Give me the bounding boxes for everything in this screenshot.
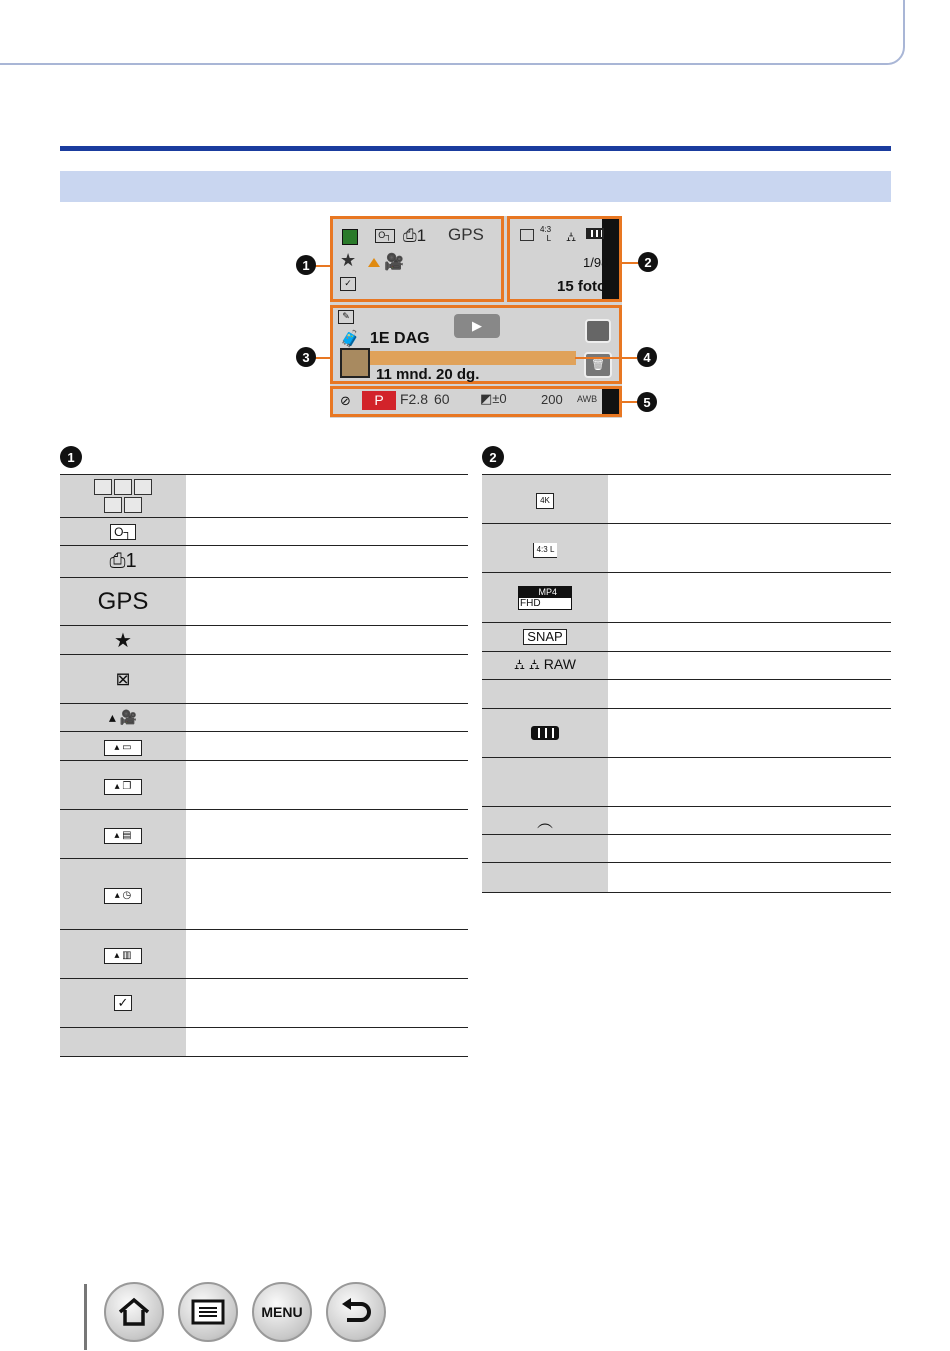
callout-1: 1	[296, 255, 316, 275]
section-2-number: 2	[482, 446, 504, 468]
contents-button[interactable]	[178, 1282, 238, 1342]
wb-value: AWB	[577, 394, 598, 404]
photos-label: 15 foto	[557, 278, 607, 295]
interval-group-icon: ▴ ▤	[104, 828, 142, 844]
icon-table-1	[60, 474, 468, 1057]
section-band	[60, 171, 891, 202]
callout-2: 2	[638, 252, 658, 272]
gps-indicator: GPS	[448, 225, 484, 244]
back-button[interactable]	[326, 1282, 386, 1342]
delete-button[interactable]: 🗑	[584, 352, 612, 378]
video-group-icon: ▴ 🎥	[108, 708, 138, 725]
protect-icon-table: O┐	[110, 524, 136, 540]
gps-icon: GPS	[97, 587, 149, 615]
aspect-size-icon: 4:3 L	[533, 543, 558, 558]
nav-divider	[84, 1284, 87, 1350]
flash-off-icon: ⊘	[340, 393, 351, 408]
playback-mode-icons	[60, 475, 186, 518]
blank-icon-cell	[482, 835, 608, 863]
home-button[interactable]	[104, 1282, 164, 1342]
quality-icon: ⛼	[566, 229, 577, 244]
text-stamp-icon: ✓	[114, 995, 133, 1011]
playback-icon	[342, 229, 358, 245]
header-frame	[0, 0, 905, 65]
fhd-label: FHD	[520, 597, 541, 609]
screen-edge-bar-bottom	[602, 389, 619, 414]
exposure-amount: ±0	[492, 391, 507, 406]
thumbnail-button[interactable]	[585, 319, 611, 343]
raw-label: RAW	[543, 656, 576, 672]
battery-icon	[531, 726, 559, 740]
video-camera-icon: 🎥	[384, 254, 404, 271]
mp4-label: MP4	[519, 587, 571, 598]
timer-group-icon: ▴ ◷	[104, 888, 142, 904]
aspect-icon: 4:3 L	[540, 225, 552, 243]
print-count-text: 1	[125, 550, 137, 572]
aperture-value: F2.8	[400, 391, 429, 407]
list-icon	[191, 1299, 225, 1325]
lead-line-5	[622, 401, 638, 403]
group-arrow-icon	[368, 258, 380, 267]
print-count: 1	[416, 226, 427, 245]
mode-badge: P	[362, 391, 396, 410]
iso-value: 200	[541, 392, 563, 407]
exposure-value: ◩±0	[480, 391, 507, 406]
back-icon	[339, 1298, 373, 1326]
checkbox-icon: ✓	[340, 277, 356, 291]
age-label: 11 mnd. 20 dg.	[376, 366, 480, 383]
menu-button[interactable]: MENU	[252, 1282, 312, 1342]
title-rule	[60, 146, 891, 151]
photo-style-icon	[520, 229, 534, 241]
blank-icon-cell	[60, 1028, 186, 1057]
callout-4: 4	[637, 347, 657, 367]
star-icon: ★	[340, 250, 357, 270]
upload-icon	[340, 348, 370, 378]
wifi-icon: ︵	[536, 814, 553, 831]
star-icon-table: ★	[114, 629, 132, 652]
shutter-value: 60	[434, 391, 450, 407]
picture-count: 1/98	[583, 255, 609, 270]
highlight-bar	[370, 351, 576, 365]
blank-icon-cell	[482, 863, 608, 893]
icon-table-2	[482, 474, 891, 893]
mp4-fhd-icon	[518, 586, 572, 610]
no-shake-icon: ⊠	[115, 668, 131, 689]
travel-icon: 🧳	[340, 331, 360, 348]
print-count-icon: ⎙1	[109, 550, 137, 572]
photo-group-icon: ▴ ▭	[104, 740, 142, 756]
edit-icon: ✎	[338, 310, 354, 324]
focus-stack-icon: ▴ ▥	[104, 948, 142, 964]
4k-photo-icon: 4K	[536, 493, 554, 509]
callout-3: 3	[296, 347, 316, 367]
protect-icon: O┐	[375, 229, 395, 243]
blank-icon-cell	[482, 680, 608, 709]
lead-line-4	[575, 357, 637, 359]
home-icon	[117, 1297, 151, 1327]
blank-icon-cell	[482, 758, 608, 807]
play-button[interactable]: ▶	[454, 314, 500, 338]
snap-icon: SNAP	[523, 629, 566, 645]
battery-small-icon	[586, 228, 604, 239]
section-1-number: 1	[60, 446, 82, 468]
burst-group-icon: ▴ ❐	[104, 779, 142, 795]
travel-date: 1E DAG	[370, 330, 430, 347]
print-icon: ⎙1	[403, 226, 427, 245]
callout-5: 5	[637, 392, 657, 412]
quality-raw-icon: ⛼ ⛼ RAW	[514, 656, 576, 672]
